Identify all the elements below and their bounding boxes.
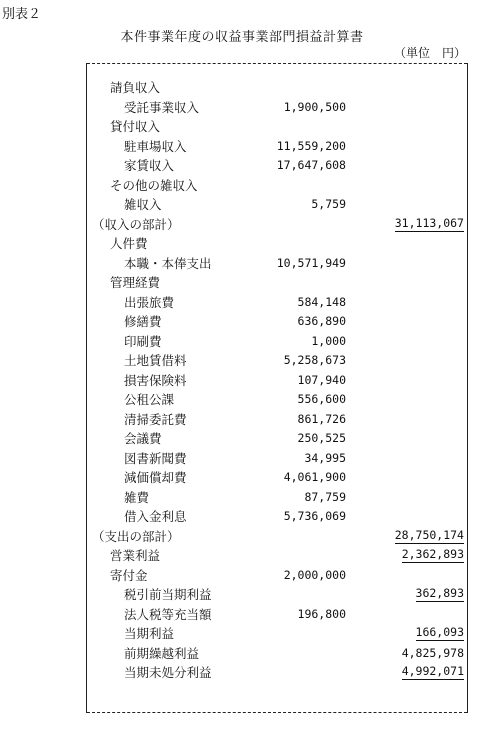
row-amount: 17,647,608 <box>276 158 346 172</box>
row-label: その他の雑収入 <box>110 177 198 193</box>
row-amount: 196,800 <box>297 606 346 621</box>
row-total: 28,750,174 <box>394 527 464 542</box>
row-label: 請負収入 <box>110 80 161 95</box>
statement-row <box>0 546 484 566</box>
row-total: 4,825,978 <box>401 645 464 660</box>
row-label: 会議費 <box>124 431 162 446</box>
statement-row <box>0 176 484 196</box>
statement-row <box>0 351 484 371</box>
statement-row <box>0 98 484 118</box>
row-label: 借入金利息 <box>124 509 187 524</box>
unit-label: （単位 円） <box>393 46 466 60</box>
statement-row <box>0 605 484 625</box>
row-label: 清掃委託費 <box>124 411 187 427</box>
statement-row <box>0 507 484 527</box>
statement-row <box>0 371 484 391</box>
statement-row <box>0 624 484 644</box>
row-amount: 5,258,673 <box>283 353 346 367</box>
row-amount: 250,525 <box>297 431 346 445</box>
row-label: 減価償却費 <box>124 470 187 485</box>
row-label: 営業利益 <box>110 548 161 563</box>
row-amount: 861,726 <box>297 411 346 426</box>
row-total: 362,893 <box>415 586 464 600</box>
statement-row <box>0 449 484 469</box>
statement-row <box>0 293 484 313</box>
row-label: （収入の部計） <box>92 216 180 232</box>
statement-row <box>0 429 484 449</box>
row-amount: 1,000 <box>311 333 346 348</box>
row-label: 寄付金 <box>110 567 148 583</box>
row-label: 受託事業収入 <box>124 99 200 115</box>
row-label: 土地賃借料 <box>124 353 187 368</box>
statement-rows <box>0 78 484 683</box>
document-title: 本件事業年度の収益事業部門損益計算書 <box>120 30 364 45</box>
row-amount: 556,600 <box>297 392 346 406</box>
row-amount: 2,000,000 <box>283 567 346 582</box>
row-label: 当期利益 <box>124 626 175 641</box>
row-amount: 11,559,200 <box>276 138 346 153</box>
statement-row <box>0 663 484 683</box>
row-amount: 5,759 <box>311 197 346 211</box>
row-label: 図書新聞費 <box>124 450 187 466</box>
row-label: 本職・本俸支出 <box>124 255 212 271</box>
row-label: 人件費 <box>110 236 148 251</box>
statement-row <box>0 234 484 254</box>
appendix-label: 別表２ <box>2 7 42 22</box>
statement-row <box>0 585 484 605</box>
row-label: 前期繰越利益 <box>124 645 200 661</box>
row-amount: 10,571,949 <box>276 255 346 270</box>
statement-row <box>0 566 484 586</box>
row-label: （支出の部計） <box>92 528 180 544</box>
statement-row <box>0 273 484 293</box>
row-total: 166,093 <box>415 625 464 639</box>
row-label: 出張旅費 <box>124 294 175 310</box>
row-amount: 34,995 <box>304 450 346 465</box>
row-total: 2,362,893 <box>401 547 464 561</box>
statement-row <box>0 332 484 352</box>
statement-row <box>0 195 484 215</box>
statement-row <box>0 410 484 430</box>
row-total: 31,113,067 <box>394 215 464 230</box>
row-label: 雑収入 <box>124 197 162 212</box>
row-amount: 5,736,069 <box>283 509 346 523</box>
statement-row <box>0 390 484 410</box>
row-amount: 107,940 <box>297 372 346 387</box>
statement-row <box>0 156 484 176</box>
row-label: 公租公課 <box>124 392 175 407</box>
statement-row <box>0 488 484 508</box>
row-total: 4,992,071 <box>401 664 464 678</box>
row-label: 駐車場収入 <box>124 138 187 154</box>
statement-row <box>0 468 484 488</box>
statement-row <box>0 137 484 157</box>
statement-row <box>0 527 484 547</box>
row-label: 税引前当期利益 <box>124 587 212 602</box>
row-label: 損害保険料 <box>124 372 187 388</box>
statement-row <box>0 254 484 274</box>
statement-row <box>0 215 484 235</box>
row-amount: 87,759 <box>304 489 346 504</box>
statement-row <box>0 312 484 332</box>
row-amount: 4,061,900 <box>283 470 346 484</box>
row-label: 雑費 <box>124 489 150 505</box>
statement-row <box>0 78 484 98</box>
row-amount: 584,148 <box>297 294 346 309</box>
row-label: 法人税等充当額 <box>124 606 212 622</box>
row-amount: 1,900,500 <box>283 99 346 114</box>
row-label: 修繕費 <box>124 314 162 329</box>
row-label: 管理経費 <box>110 275 161 290</box>
row-label: 家賃収入 <box>124 158 175 173</box>
row-label: 印刷費 <box>124 333 162 349</box>
statement-row <box>0 117 484 137</box>
row-amount: 636,890 <box>297 314 346 328</box>
statement-row <box>0 644 484 664</box>
row-label: 当期未処分利益 <box>124 665 212 680</box>
row-label: 貸付収入 <box>110 119 161 134</box>
